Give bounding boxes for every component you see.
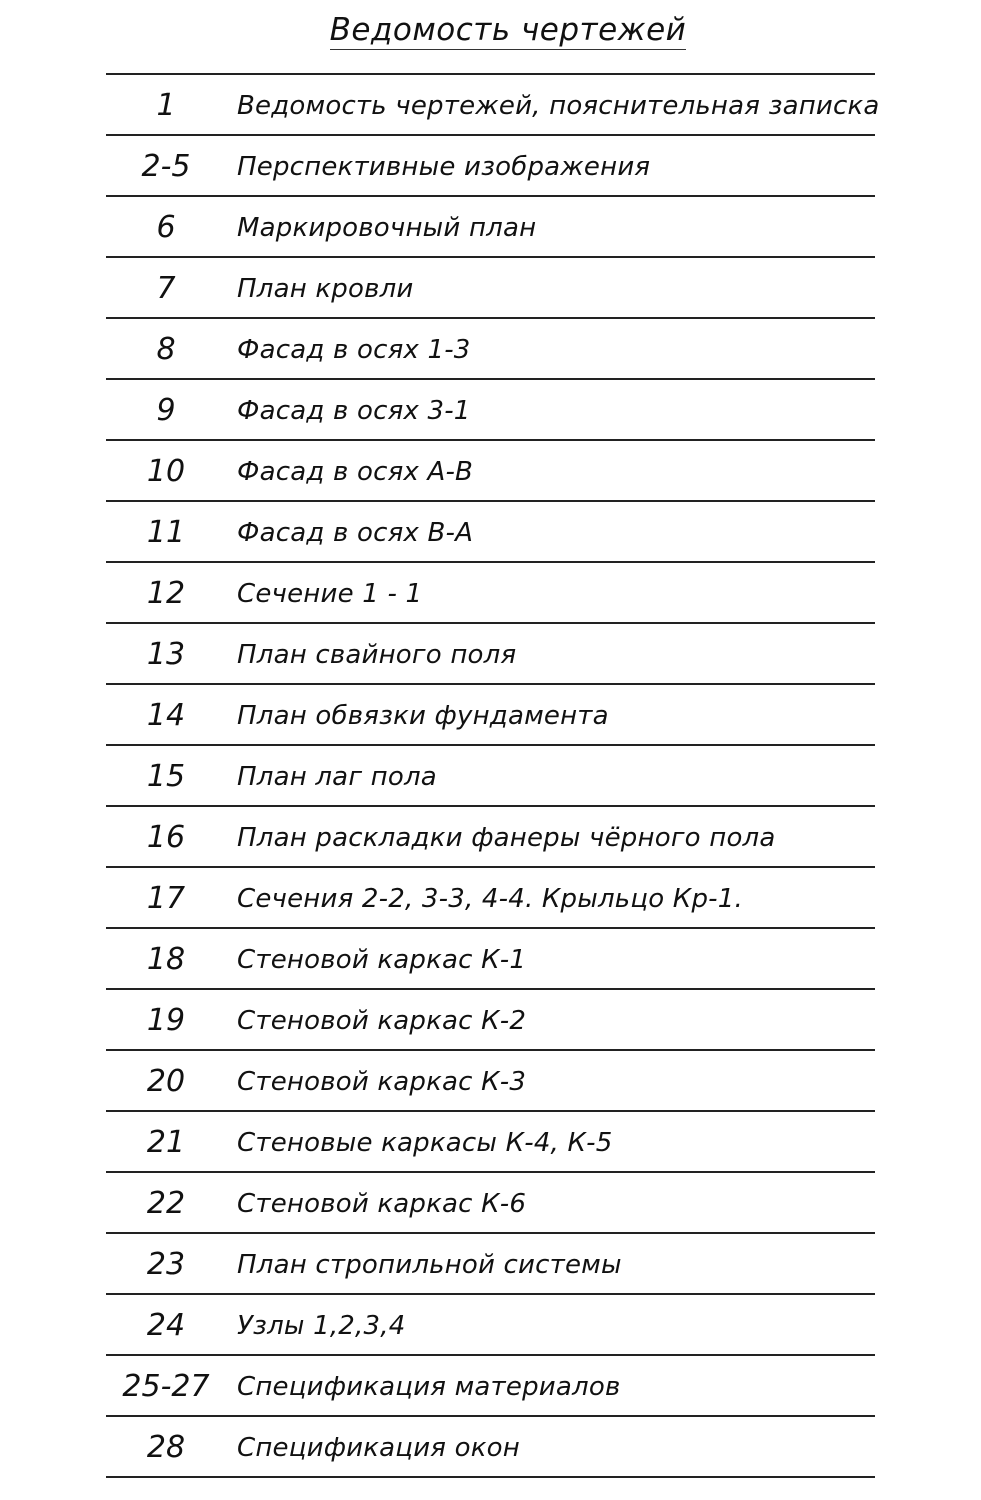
sheet-name: Сечение 1 - 1 [237, 579, 423, 609]
sheet-number: 7 [156, 271, 176, 306]
sheet-name: Маркировочный план [237, 213, 537, 243]
sheet-number: 9 [156, 393, 176, 428]
table-bottom-rule [106, 1476, 875, 1478]
table-row [106, 1049, 875, 1110]
table-row [106, 500, 875, 561]
sheet-name: Стеновой каркас К-1 [237, 945, 527, 975]
sheet-number: 25-27 [122, 1369, 210, 1404]
sheet-name: Фасад в осях В-А [237, 518, 474, 548]
sheet-number: 12 [146, 576, 186, 611]
sheet-number: 21 [146, 1125, 186, 1160]
sheet-name: Стеновой каркас К-2 [237, 1006, 527, 1036]
table-row [106, 134, 875, 195]
sheet-number: 13 [146, 637, 186, 672]
sheet-name: Стеновой каркас К-3 [237, 1067, 527, 1097]
table-row [106, 744, 875, 805]
table-row [106, 73, 880, 134]
sheet-name: Узлы 1,2,3,4 [237, 1311, 406, 1341]
sheet-number: 11 [146, 515, 186, 550]
sheet-number: 22 [146, 1186, 186, 1221]
sheet-name: План лаг пола [237, 762, 437, 792]
document-title-text: Ведомость чертежей [329, 12, 687, 48]
table-row [106, 256, 875, 317]
drawings-list-table [106, 73, 880, 1478]
sheet-name: Сечения 2-2, 3-3, 4-4. Крыльцо Кр-1. [237, 884, 743, 914]
sheet-name: Фасад в осях 1-3 [237, 335, 471, 365]
sheet-name: План раскладки фанеры чёрного пола [237, 823, 776, 853]
table-row [106, 1293, 875, 1354]
sheet-number: 24 [146, 1308, 186, 1343]
sheet-name: Фасад в осях А-В [237, 457, 474, 487]
table-row [106, 195, 875, 256]
table-row [106, 561, 875, 622]
sheet-number: 28 [146, 1430, 186, 1465]
table-row [106, 927, 875, 988]
sheet-number: 16 [146, 820, 186, 855]
sheet-name: План обвязки фундамента [237, 701, 609, 731]
sheet-number: 19 [146, 1003, 186, 1038]
table-row [106, 1232, 875, 1293]
sheet-name: Перспективные изображения [237, 152, 651, 182]
sheet-number: 2-5 [141, 149, 191, 184]
sheet-number: 10 [146, 454, 186, 489]
sheet-number: 15 [146, 759, 186, 794]
sheet-number: 17 [146, 881, 186, 916]
sheet-name: Стеновые каркасы К-4, К-5 [237, 1128, 613, 1158]
table-row [106, 683, 875, 744]
table-row [106, 378, 875, 439]
sheet-name: План свайного поля [237, 640, 517, 670]
table-row [106, 317, 875, 378]
sheet-number: 20 [146, 1064, 186, 1099]
sheet-name: План кровли [237, 274, 414, 304]
table-row [106, 1171, 875, 1232]
sheet-number: 23 [146, 1247, 186, 1282]
sheet-name: Спецификация окон [237, 1433, 520, 1463]
table-row [106, 988, 875, 1049]
table-row [106, 1110, 875, 1171]
sheet-number: 14 [146, 698, 186, 733]
table-row [106, 805, 875, 866]
sheet-name: Ведомость чертежей, пояснительная записка [237, 91, 880, 121]
table-row [106, 1354, 875, 1415]
table-row [106, 866, 875, 927]
sheet-name: Фасад в осях 3-1 [237, 396, 471, 426]
table-row [106, 622, 875, 683]
table-row [106, 439, 875, 500]
sheet-number: 6 [156, 210, 176, 245]
sheet-number: 1 [156, 88, 176, 123]
sheet-number: 8 [156, 332, 176, 367]
sheet-name: Спецификация материалов [237, 1372, 621, 1402]
sheet-number: 18 [146, 942, 186, 977]
table-row [106, 1415, 875, 1476]
document-title [0, 12, 981, 48]
sheet-name: Стеновой каркас К-6 [237, 1189, 527, 1219]
sheet-name: План стропильной системы [237, 1250, 622, 1280]
